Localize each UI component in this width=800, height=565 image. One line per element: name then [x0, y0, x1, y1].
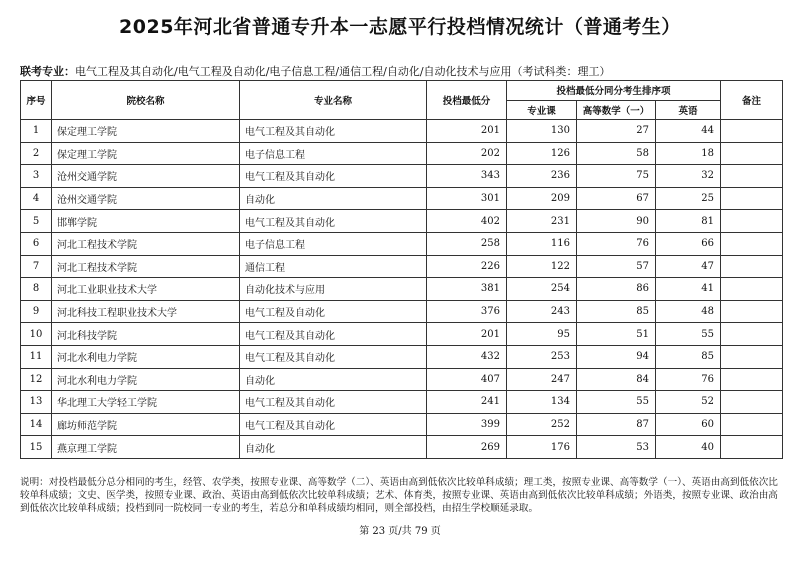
table-row: [21, 142, 783, 165]
row-min-score: 343: [427, 165, 507, 188]
row-min-score: 402: [427, 210, 507, 233]
row-english-score: 60: [656, 413, 721, 436]
row-school: 河北科技工程职业技术大学: [52, 300, 240, 323]
row-english-score: 48: [656, 300, 721, 323]
table-row: [21, 255, 783, 278]
row-major: 自动化: [240, 368, 427, 391]
row-min-score: 202: [427, 142, 507, 165]
row-min-score: 399: [427, 413, 507, 436]
row-remark: [721, 391, 783, 414]
table-row: [21, 413, 783, 436]
row-math-score: 57: [577, 255, 656, 278]
row-min-score: 432: [427, 345, 507, 368]
row-math-score: 85: [577, 300, 656, 323]
row-major: 自动化技术与应用: [240, 278, 427, 301]
row-seq: 9: [21, 300, 52, 323]
row-english-score: 47: [656, 255, 721, 278]
header-tiebreak-group: 投档最低分同分考生排序项: [507, 81, 721, 101]
row-major: 自动化: [240, 436, 427, 459]
row-math-score: 27: [577, 120, 656, 143]
row-seq: 11: [21, 345, 52, 368]
joint-major-label: 联考专业：: [20, 65, 75, 78]
table-row: [21, 232, 783, 255]
row-major: 电气工程及其自动化: [240, 345, 427, 368]
row-remark: [721, 120, 783, 143]
row-seq: 8: [21, 278, 52, 301]
row-math-score: 55: [577, 391, 656, 414]
row-professional-score: 126: [507, 142, 577, 165]
row-math-score: 86: [577, 278, 656, 301]
row-math-score: 84: [577, 368, 656, 391]
row-remark: [721, 345, 783, 368]
row-professional-score: 231: [507, 210, 577, 233]
row-school: 河北工程技术学院: [52, 232, 240, 255]
row-min-score: 407: [427, 368, 507, 391]
row-major: 电气工程及其自动化: [240, 165, 427, 188]
row-english-score: 41: [656, 278, 721, 301]
row-professional-score: 254: [507, 278, 577, 301]
row-major: 电气工程及其自动化: [240, 323, 427, 346]
row-remark: [721, 323, 783, 346]
row-min-score: 201: [427, 120, 507, 143]
row-seq: 1: [21, 120, 52, 143]
table-row: [21, 210, 783, 233]
row-seq: 15: [21, 436, 52, 459]
row-major: 电子信息工程: [240, 232, 427, 255]
table-row: [21, 278, 783, 301]
row-major: 电气工程及其自动化: [240, 210, 427, 233]
row-professional-score: 247: [507, 368, 577, 391]
page-number: 第 23 页/共 79 页: [359, 526, 441, 537]
row-major: 电气工程及自动化: [240, 300, 427, 323]
row-min-score: 269: [427, 436, 507, 459]
row-school: 沧州交通学院: [52, 165, 240, 188]
table-row: [21, 165, 783, 188]
row-remark: [721, 413, 783, 436]
row-english-score: 18: [656, 142, 721, 165]
row-remark: [721, 255, 783, 278]
row-min-score: 376: [427, 300, 507, 323]
row-major: 电气工程及其自动化: [240, 413, 427, 436]
row-min-score: 301: [427, 187, 507, 210]
document-title: 2025年河北省普通专升本一志愿平行投档情况统计（普通考生）: [119, 16, 681, 38]
joint-major-value: 电气工程及其自动化/电气工程及自动化/电子信息工程/通信工程/自动化/自动化技术与应用（考试科类：理工）: [75, 65, 611, 78]
row-school: 河北工业职业技术大学: [52, 278, 240, 301]
row-professional-score: 122: [507, 255, 577, 278]
row-english-score: 25: [656, 187, 721, 210]
table-row: [21, 120, 783, 143]
header-school: 院校名称: [52, 81, 240, 120]
joint-major-line: [20, 63, 611, 79]
row-remark: [721, 187, 783, 210]
row-professional-score: 130: [507, 120, 577, 143]
row-seq: 2: [21, 142, 52, 165]
row-seq: 7: [21, 255, 52, 278]
row-remark: [721, 436, 783, 459]
row-english-score: 85: [656, 345, 721, 368]
admission-table: [20, 80, 783, 459]
header-seq: 序号: [21, 81, 52, 120]
row-seq: 5: [21, 210, 52, 233]
table-row: [21, 323, 783, 346]
row-remark: [721, 142, 783, 165]
row-major: 自动化: [240, 187, 427, 210]
header-advanced-math: 高等数学（一）: [577, 100, 656, 120]
row-remark: [721, 278, 783, 301]
row-math-score: 67: [577, 187, 656, 210]
row-english-score: 81: [656, 210, 721, 233]
row-school: 燕京理工学院: [52, 436, 240, 459]
row-school: 河北科技学院: [52, 323, 240, 346]
row-math-score: 76: [577, 232, 656, 255]
row-math-score: 90: [577, 210, 656, 233]
row-professional-score: 243: [507, 300, 577, 323]
row-professional-score: 253: [507, 345, 577, 368]
row-school: 河北工程技术学院: [52, 255, 240, 278]
table-row: [21, 368, 783, 391]
row-professional-score: 252: [507, 413, 577, 436]
row-major: 通信工程: [240, 255, 427, 278]
row-min-score: 381: [427, 278, 507, 301]
row-professional-score: 95: [507, 323, 577, 346]
row-professional-score: 116: [507, 232, 577, 255]
row-major: 电气工程及其自动化: [240, 391, 427, 414]
row-seq: 10: [21, 323, 52, 346]
row-math-score: 75: [577, 165, 656, 188]
row-english-score: 52: [656, 391, 721, 414]
row-school: 保定理工学院: [52, 142, 240, 165]
row-school: 沧州交通学院: [52, 187, 240, 210]
header-professional-course: 专业课: [507, 100, 577, 120]
row-min-score: 201: [427, 323, 507, 346]
table-row: [21, 391, 783, 414]
row-math-score: 94: [577, 345, 656, 368]
row-seq: 6: [21, 232, 52, 255]
row-remark: [721, 232, 783, 255]
row-english-score: 76: [656, 368, 721, 391]
header-remark: 备注: [721, 81, 783, 120]
row-math-score: 58: [577, 142, 656, 165]
header-english: 英语: [656, 100, 721, 120]
row-professional-score: 236: [507, 165, 577, 188]
row-min-score: 226: [427, 255, 507, 278]
row-english-score: 44: [656, 120, 721, 143]
row-english-score: 40: [656, 436, 721, 459]
row-remark: [721, 210, 783, 233]
row-math-score: 51: [577, 323, 656, 346]
row-school: 华北理工大学轻工学院: [52, 391, 240, 414]
row-math-score: 53: [577, 436, 656, 459]
row-seq: 12: [21, 368, 52, 391]
row-seq: 3: [21, 165, 52, 188]
row-english-score: 32: [656, 165, 721, 188]
row-min-score: 258: [427, 232, 507, 255]
row-remark: [721, 165, 783, 188]
row-professional-score: 209: [507, 187, 577, 210]
row-major: 电气工程及其自动化: [240, 120, 427, 143]
row-school: 河北水利电力学院: [52, 368, 240, 391]
row-major: 电子信息工程: [240, 142, 427, 165]
row-remark: [721, 300, 783, 323]
row-english-score: 55: [656, 323, 721, 346]
explanation-note: 说明：对投档最低分总分相同的考生，经管、农学类，按照专业课、高等数学（二）、英语由高到低依次比较单科成绩；理工类，按照专业课、高等数学（一）、英语由高到低依次比较单科成绩；文史、医学类，按照专业课、政治、英语由高到低依次比较单科成绩；艺术、体育类，按照专业课、英语由高到低依次比较单科成绩；外语类，按照专业课、政治由高到低依次比较单科成绩；投档到同一院校同一专业的考生，若总分和单科成绩均相同，则全部投档，由招生学校顺延录取。: [20, 477, 778, 514]
row-school: 保定理工学院: [52, 120, 240, 143]
table-row: [21, 436, 783, 459]
row-professional-score: 134: [507, 391, 577, 414]
row-seq: 13: [21, 391, 52, 414]
row-math-score: 87: [577, 413, 656, 436]
header-min-score: 投档最低分: [427, 81, 507, 120]
table-row: [21, 300, 783, 323]
row-school: 邯郸学院: [52, 210, 240, 233]
row-professional-score: 176: [507, 436, 577, 459]
row-school: 河北水利电力学院: [52, 345, 240, 368]
row-school: 廊坊师范学院: [52, 413, 240, 436]
header-major: 专业名称: [240, 81, 427, 120]
table-row: [21, 345, 783, 368]
table-row: [21, 187, 783, 210]
row-english-score: 66: [656, 232, 721, 255]
row-min-score: 241: [427, 391, 507, 414]
row-seq: 4: [21, 187, 52, 210]
row-remark: [721, 368, 783, 391]
row-seq: 14: [21, 413, 52, 436]
